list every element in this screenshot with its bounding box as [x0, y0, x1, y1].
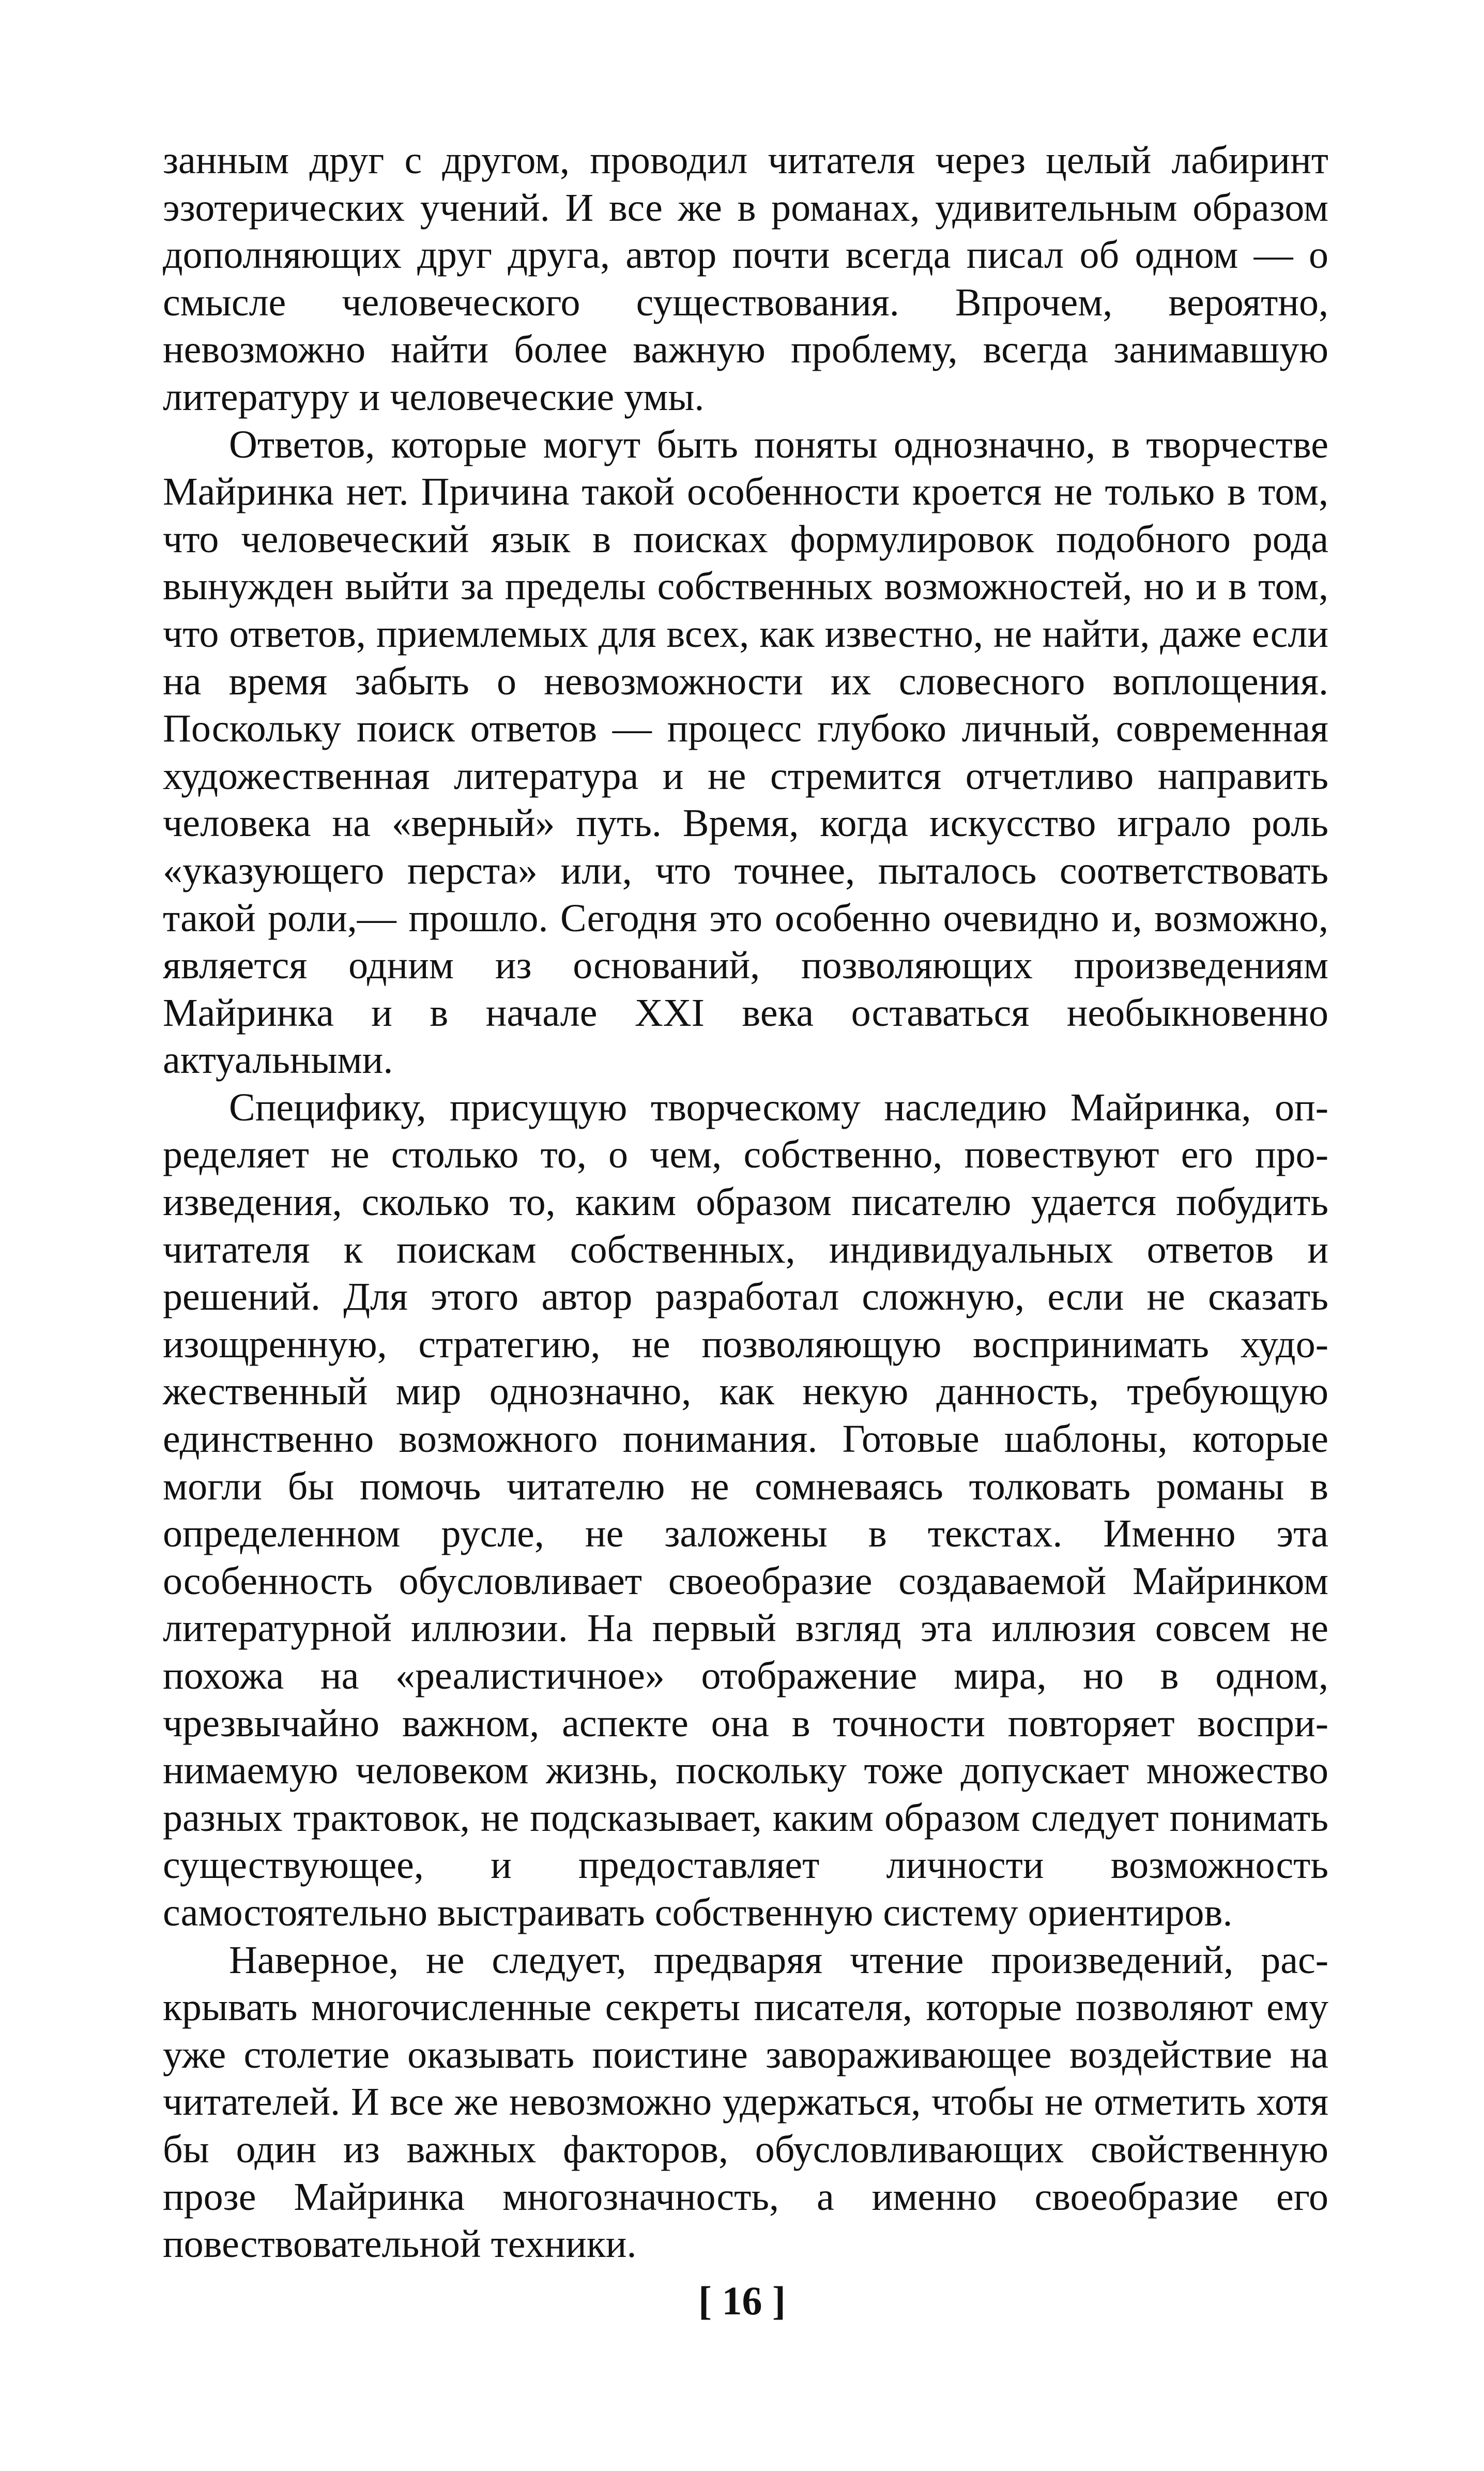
paragraph-4: Наверное, не следует, предваряя чтение произведений, раскрывать многочисленные секреты писателя, которые позволяют ему уже столетие оказывать поистине завораживающее воздействие на читателей. И все же невозможно удержаться, чтобы не отметить хотя бы один из важных факторов, обусловливающих свойственную прозе Майринка многозначность, а именно своеобразие его повествовательной техники.: [163, 1938, 1328, 2266]
paragraph-3: Специфику, присущую творческому наследию Майринка, определяет не столько то, о чем, собственно, повествуют его произведения, сколько то, каким образом писателю удается побудить читателя к поискам собственных, индивидуальных ответов и решений. Для этого автор разработал сложную, если не сказать изощренную, стратегию, не позволяющую воспринимать художественный мир однозначно, как некую данность, требующую единственно возможного понимания. Готовые шаблоны, которые могли бы помочь читателю не сомневаясь толковать романы в определенном русле, не заложены в текстах. Именно эта особенность обусловливает своеобразие создаваемой Майринком литературной иллюзии. На первый взгляд эта иллюзия совсем не похожа на «реалистичное» отображение мира, но в одном, чрезвычайно важном, аспекте она в точности повторяет воспринимаемую человеком жизнь, поскольку тоже допускает множество разных трактовок, не подсказывает, каким образом следует понимать существующее, и предоставляет личности возможность самостоятельно выстраивать собственную систему ориентиров.: [163, 1085, 1328, 1934]
body-text: [163, 137, 1328, 2268]
paragraph-2: Ответов, которые могут быть поняты однозначно, в творчестве Майринка нет. Причина такой особенности кроется не только в том, что человеческий язык в поисках формулировок подобного рода вынужден выйти за пределы собственных возможностей, но и в том, что ответов, приемлемых для всех, как известно, не найти, даже если на время забыть о невозможности их словесного воплощения. Поскольку поиск ответов — процесс глубоко личный, современная художественная литература и не стремится отчетливо направить человека на «верный» путь. Время, когда искусство играло роль «указующего перста» или, что точнее, пыталось соответствовать такой роли,— прошло. Сегодня это особенно очевидно и, возможно, является одним из оснований, позволяющих произведениям Майринка и в начале XXI века оставаться необыкновенно актуальными.: [163, 422, 1328, 1082]
paragraph-1: занным друг с другом, проводил читателя через целый лабиринт эзотерических учений. И все же в романах, удивительным образом дополняющих друг друга, автор почти всегда писал об одном — о смысле человеческого существования. Впрочем, вероятно, невозможно найти более важную проблему, всегда занимавшую литературу и человеческие умы.: [163, 139, 1328, 419]
page-number: [ 16 ]: [698, 2278, 786, 2323]
